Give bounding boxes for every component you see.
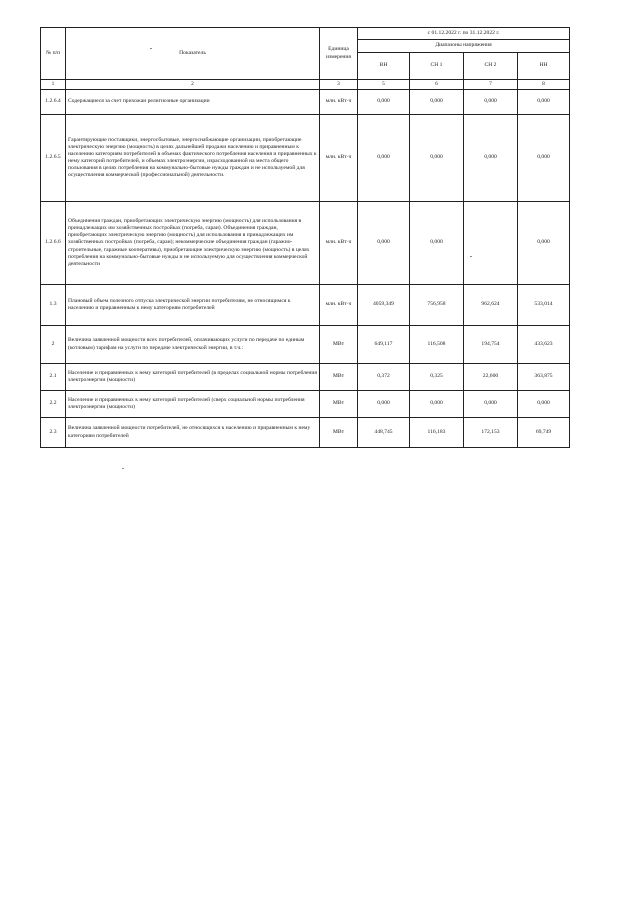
row-unit: млн. кВт·ч [320,115,358,202]
column-number-row [41,80,570,90]
row-unit: МВт [320,326,358,364]
value-nn: 363,875 [518,364,570,391]
row-number: 1.3 [41,285,66,326]
row-indicator: Население и приравненных к нему категорий потребителей (сверх социальной нормы потребления электроэнергии (мощности) [66,391,320,418]
row-unit: МВт [320,391,358,418]
column-number: 6 [410,80,464,90]
table-row [41,326,570,364]
value-vn: 0,372 [358,364,410,391]
table-row [41,364,570,391]
value-vn: 0,000 [358,202,410,285]
value-sn1: 756,958 [410,285,464,326]
value-nn: 0,000 [518,391,570,418]
value-nn: 0,000 [518,202,570,285]
value-sn2: 962,624 [464,285,518,326]
column-number: 5 [358,80,410,90]
value-nn: 533,014 [518,285,570,326]
value-sn1: 116,508 [410,326,464,364]
value-sn2: 194,754 [464,326,518,364]
value-vn: 0,000 [358,90,410,115]
table-row [41,90,570,115]
value-sn1: 0,000 [410,202,464,285]
value-sn2: 22,600 [464,364,518,391]
value-sn2: 0,000 [464,115,518,202]
value-nn: 0,000 [518,90,570,115]
value-sn2: 172,153 [464,418,518,448]
header-unit: Единица измерения [320,28,358,80]
column-number: 1 [41,80,66,90]
table-row [41,391,570,418]
row-number: 1.2.6.6 [41,202,66,285]
row-unit: млн. кВт·ч [320,90,358,115]
value-nn: 433,623 [518,326,570,364]
row-number: 2.1 [41,364,66,391]
value-vn: 448,745 [358,418,410,448]
header-indicator: Показатель [66,28,320,80]
row-number: 2.3 [41,418,66,448]
row-indicator: Гарантирующие поставщики, энергосбытовые, энергоснабжающие организации, приобретающие электрическую энергию (мощность) в целях дальнейшей продажи населению и приравненным к населению категориям потребителей в объемах фактического потребления населения и приравненных к нему категорий потребителей, и объемах электроэнергии, израсходованной на места общего пользования в целях потребления на коммунально-бытовые нужды граждан и не используемой для осуществления коммерческой (профессиональной) деятельности. [66,115,320,202]
table-row [41,115,570,202]
value-vn: 0,000 [358,115,410,202]
value-sn2: 0,000 [464,391,518,418]
column-number: 7 [464,80,518,90]
value-vn: 649,117 [358,326,410,364]
row-indicator: Содержащиеся за счет прихожан религиозные организации [66,90,320,115]
scan-speck [122,468,124,469]
row-number: 1.2.6.4 [41,90,66,115]
row-indicator: Население и приравненных к нему категорий потребителей (в пределах социальной нормы потребления электроэнергии (мощности) [66,364,320,391]
row-number: 1.2.6.5 [41,115,66,202]
header-voltage-ranges: Диапазоны напряжения [358,40,570,53]
row-unit: млн. кВт·ч [320,202,358,285]
row-indicator: Величина заявленной мощности всех потребителей, оплачивающих услуги по передаче по единым (котловым) тарифам на услуги по передаче электрической энергии, в т.ч.: [66,326,320,364]
header-num: № п/п [41,28,66,80]
value-sn1: 0,325 [410,364,464,391]
value-sn1: 0,000 [410,391,464,418]
table-row [41,202,570,285]
row-unit: МВт [320,418,358,448]
table-row [41,285,570,326]
value-nn: 0,000 [518,115,570,202]
row-number: 2.2 [41,391,66,418]
table-row [41,418,570,448]
value-sn1: 116,183 [410,418,464,448]
row-unit: МВт [320,364,358,391]
value-vn: 0,000 [358,391,410,418]
row-unit: млн. кВт·ч [320,285,358,326]
header-level-sn1: СН 1 [410,53,464,80]
header-level-nn: НН [518,53,570,80]
value-sn2: 0,000 [464,90,518,115]
row-indicator: Величина заявленной мощности потребителей, не относящихся к населению и приравненным к нему категориям потребителей [66,418,320,448]
row-number: 2 [41,326,66,364]
value-sn1: 0,000 [410,115,464,202]
header-level-sn2: СН 2 [464,53,518,80]
row-indicator: Объединения граждан, приобретающих электрическую энергию (мощность) для использования в принадлежащих им хозяйственных постройках (погреба, сараи). Объединения граждан, приобретающих электрическую энергию (мощность) для использования в принадлежащих им хозяйственных постройках (погреба, сараи); некоммерческие объединения граждан (гаражно-строительные, гаражные кооперативы), приобретающие электрическую энергию (мощность) в целях потребления на коммунально-бытовые нужды и не используемую для осуществления коммерческой деятельности [66,202,320,285]
header-period: с 01.12.2022 г. по 31.12.2022 г. [358,28,570,40]
column-number: 2 [66,80,320,90]
row-indicator: Плановый объем полезного отпуска электрической энергии потребителям, не относящимся к населению и приравненным к нему категориям потребителей [66,285,320,326]
column-number: 8 [518,80,570,90]
value-sn1: 0,000 [410,90,464,115]
value-nn: 69,749 [518,418,570,448]
column-number: 3 [320,80,358,90]
value-vn: 4059,349 [358,285,410,326]
value-sn2 [464,202,518,285]
header-level-vn: ВН [358,53,410,80]
scan-speck [470,256,472,257]
report-table [40,27,570,448]
scan-speck [150,48,152,49]
